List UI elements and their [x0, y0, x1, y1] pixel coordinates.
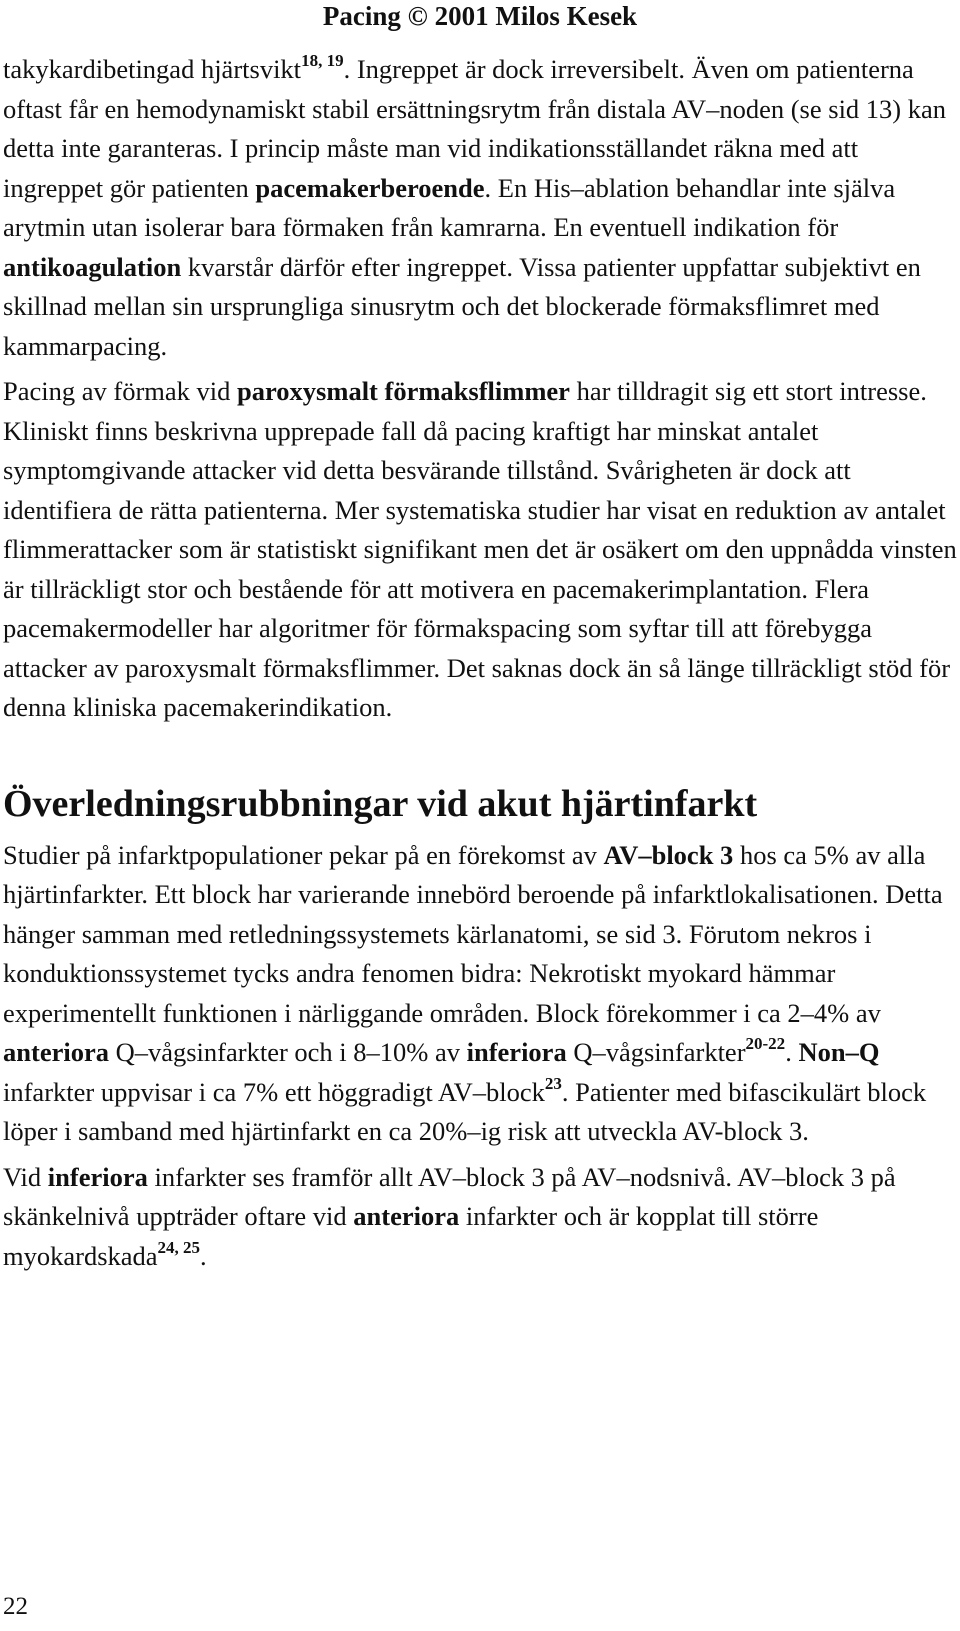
text-run: infarkter ses framför allt AV–block 3 på AV–nodsnivå. AV–block 3 på skänkelnivå uppträder oftare vid — [3, 1161, 896, 1231]
text-run: . En His–ablation behandlar inte själva arytmin utan isolerar bara förmaken från kamrarna. En eventuell indikation för — [3, 172, 896, 242]
text-run: hos ca 5% av alla hjärtinfarkter. Ett block har varierande innebörd beroende på infarktlokalisationen. Detta hänger samman med retledningssystemets kärlanatomi, se sid 3. Förutom nekros i konduktionssystemet tycks andra fenomen bidra: Nekrotiskt myokard hämmar experimentellt funktionen i närliggande områden. Block förekommer i ca 2–4% av — [3, 839, 943, 1028]
paragraph — [3, 1158, 957, 1277]
text-run: . Patienter med bifascikulärt block löper i samband med hjärtinfarkt en ca 20%–ig risk att utveckla AV-block 3. — [3, 1076, 927, 1146]
running-header: Pacing © 2001 Milos Kesek — [322, 1, 638, 31]
emphasized-term: pacemakerberoende — [255, 172, 485, 203]
text-run: Vid — [3, 1161, 48, 1192]
emphasized-term: anteriora — [353, 1201, 460, 1231]
text-run: Q–vågsinfarkter — [566, 1037, 746, 1067]
page-content — [3, 50, 957, 1276]
text-run: Studier på infarktpopulationer pekar på en förekomst av — [3, 839, 604, 870]
paragraph — [3, 836, 957, 1152]
text-run: infarkter uppvisar i ca 7% ett höggradigt AV–block — [3, 1076, 545, 1107]
emphasized-term: anteriora — [3, 1037, 109, 1067]
section-heading: Överledningsrubbningar vid akut hjärtinfarkt — [3, 782, 758, 825]
page-number: 22 — [3, 1593, 28, 1620]
emphasized-term: Non–Q — [798, 1037, 880, 1067]
emphasized-term: AV–block 3 — [603, 839, 734, 870]
reference-superscript: 18, 19 — [301, 51, 344, 71]
text-run: . — [200, 1240, 207, 1271]
text-run: takykardibetingad hjärtsvikt — [3, 54, 302, 84]
text-run: har tilldragit sig ett stort intresse. Kliniskt finns beskrivna upprepade fall då pacing kraftigt har minskat antalet symptomgivande attacker vid detta besvärande tillstånd. Svårigheten är dock att identifiera de rätta patienterna. Mer systematiska studier har visat en reduktion av antalet flimmerattacker som är statistiskt signifikant men det är osäkert om den uppnådda vinsten är tillräckligt stor och bestående för att motivera en pacemakerimplantation. Flera pacemakermodeller har algoritmer för förmakspacing som syftar till att förebygga attacker av paroxysmalt förmaksflimmer. Det saknas dock än så länge tillräckligt stöd för denna kliniska pacemakerindikation. — [3, 376, 957, 722]
reference-superscript: 24, 25 — [157, 1237, 201, 1257]
emphasized-term: inferiora — [47, 1161, 148, 1192]
reference-superscript: 20-22 — [745, 1034, 786, 1054]
text-run: Q–vågsinfarkter och i 8–10% av — [108, 1037, 467, 1067]
text-run: infarkter och är kopplat till större myokardskada — [3, 1201, 819, 1271]
emphasized-term: inferiora — [466, 1037, 567, 1067]
text-run: . — [785, 1037, 799, 1067]
reference-superscript: 23 — [544, 1073, 562, 1093]
paragraph — [3, 372, 957, 728]
paragraph — [3, 50, 957, 366]
text-run: . Ingreppet är dock irreversibelt. Även om patienterna oftast får en hemodynamiskt stabil ersättningsrytm från distala AV–noden (se sid 13) kan detta inte garanteras. I princip måste man vid indikationsställandet räkna med att ingreppet gör patienten — [3, 54, 947, 203]
text-run: Pacing av förmak vid — [3, 376, 238, 406]
emphasized-term: antikoagulation — [3, 251, 182, 282]
emphasized-term: paroxysmalt förmaksflimmer — [237, 376, 570, 406]
text-run: kvarstår därför efter ingreppet. Vissa patienter uppfattar subjektivt en skillnad mellan sin ursprungliga sinusrytm och det blockerade förmaksflimret med kammarpacing. — [3, 251, 921, 361]
